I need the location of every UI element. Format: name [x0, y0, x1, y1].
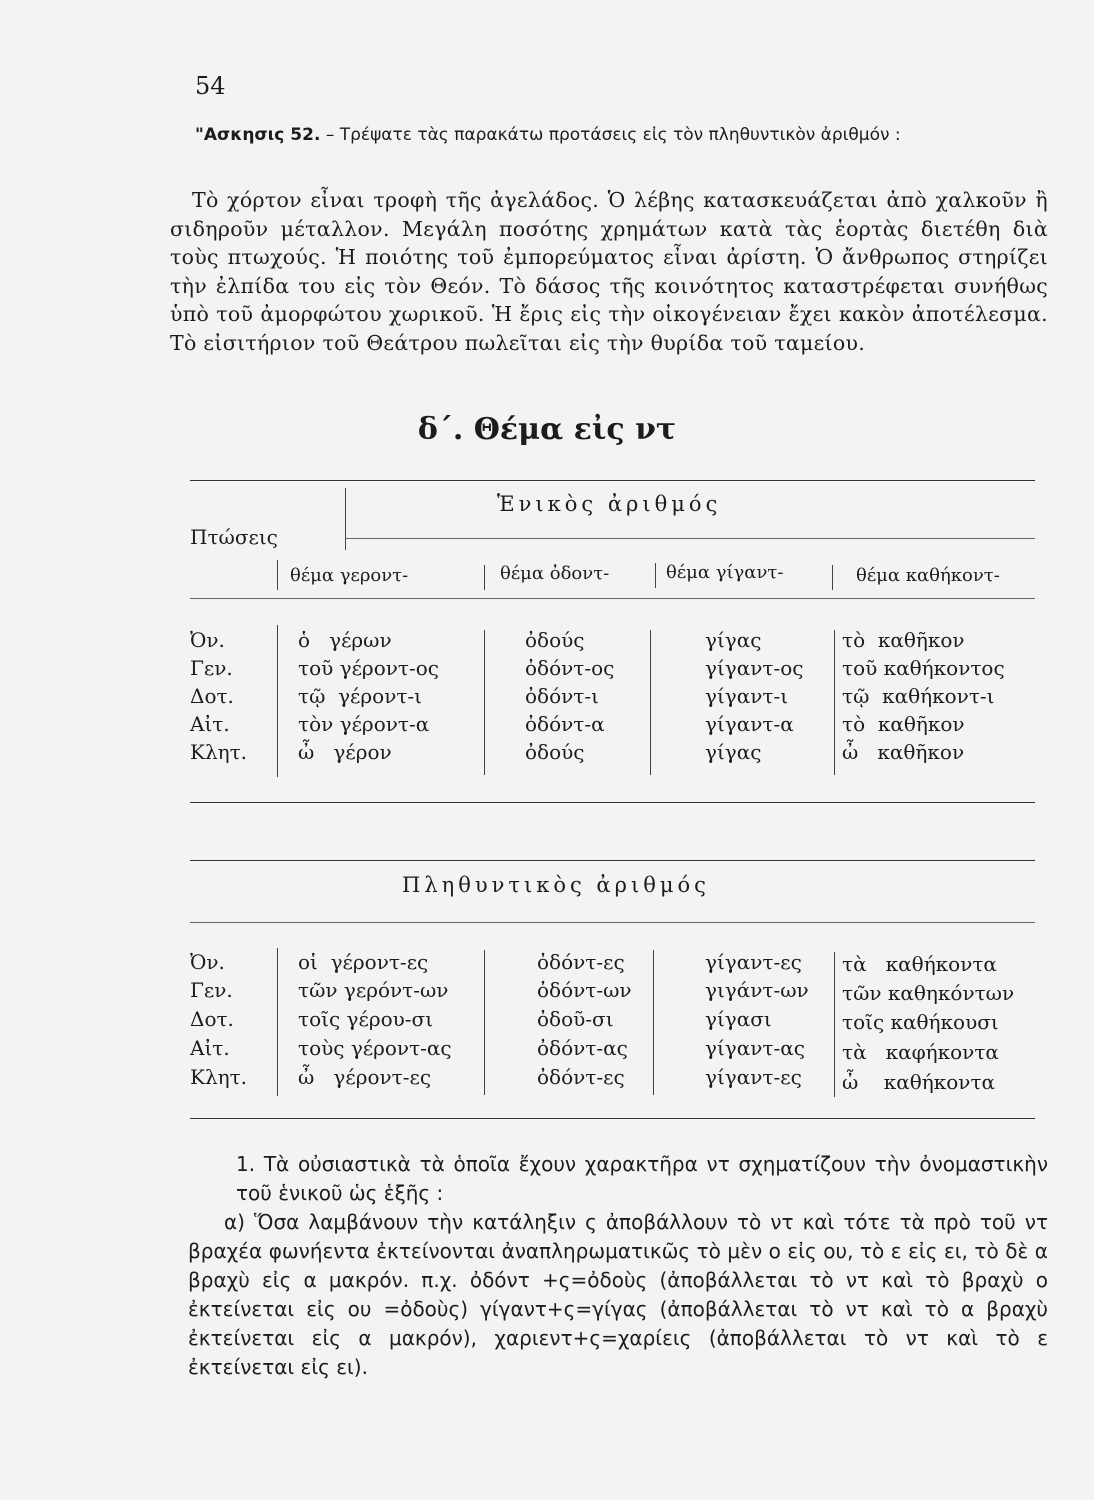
- form-cell: ὀδόντ-α: [525, 712, 605, 736]
- col-divider-1: [484, 630, 485, 775]
- stem-divider-0: [277, 560, 278, 590]
- case-label: Γεν.: [190, 978, 233, 1002]
- form-cell: ὦ γέροντ-ες: [298, 1065, 432, 1089]
- plural-header-rule: [190, 922, 1035, 923]
- form-cell: τὸν γέροντ-α: [298, 712, 430, 736]
- col-divider-3: [834, 952, 835, 1097]
- form-cell: τὰ καθήκοντα: [842, 952, 997, 976]
- form-cell: γίγαντ-ες: [705, 1065, 802, 1089]
- col-divider-2: [650, 630, 651, 775]
- form-cell: γίγαντ-ας: [705, 1036, 805, 1060]
- case-label: Δοτ.: [190, 684, 234, 708]
- form-cell: ὁ γέρων: [298, 628, 392, 652]
- form-cell: ὦ καθῆκον: [842, 740, 965, 764]
- form-cell: γίγαντ-ος: [705, 656, 804, 680]
- form-cell: γίγαντ-ες: [705, 950, 802, 974]
- stem-header-1: θέμα γεροντ-: [290, 565, 409, 586]
- stem-rule: [190, 598, 1035, 599]
- grammar-notes: [188, 1150, 1048, 1382]
- singular-bottom-rule: [190, 802, 1035, 803]
- plural-header: Πληθυντικὸς ἀριθμός: [402, 873, 710, 897]
- stem-header-2: θέμα ὀδοντ-: [500, 563, 610, 584]
- form-cell: ὀδόντ-ες: [537, 950, 625, 974]
- table-bottom-rule: [190, 1118, 1035, 1119]
- col-divider-0: [277, 948, 278, 1096]
- form-cell: τῶν γερόντ-ων: [298, 978, 449, 1002]
- form-cell: τοῖς γέρου-σι: [298, 1007, 434, 1031]
- case-label: Δοτ.: [190, 1007, 234, 1031]
- section-title: δ΄. Θέμα εἰς ντ: [417, 412, 677, 447]
- exercise-text: – Τρέψατε τὰς παρακάτω προτάσεις εἰς τὸν πληθυντικὸν ἀριθμόν :: [325, 125, 901, 145]
- plural-top-rule: [190, 860, 1035, 861]
- case-label: Κλητ.: [190, 740, 248, 764]
- form-cell: γίγας: [705, 740, 762, 764]
- col-divider-3: [834, 630, 835, 775]
- form-cell: γίγασι: [705, 1007, 772, 1031]
- case-label: Κλητ.: [190, 1065, 248, 1089]
- case-label: Ὀν.: [190, 950, 225, 974]
- form-cell: ὀδόντ-ι: [525, 684, 599, 708]
- case-label: Αἰτ.: [190, 712, 230, 736]
- form-cell: γίγαντ-ι: [705, 684, 789, 708]
- form-cell: γιγάντ-ων: [705, 978, 809, 1002]
- form-cell: τὰ καφήκοντα: [842, 1040, 999, 1064]
- header-divider: [345, 488, 346, 550]
- exercise-instruction: [195, 122, 1043, 148]
- form-cell: γίγαντ-α: [705, 712, 794, 736]
- form-cell: τὸ καθῆκον: [842, 628, 965, 652]
- exercise-paragraph: Τὸ χόρτον εἶναι τροφὴ τῆς ἀγελάδος. Ὁ λέβης κατασκευάζεται ἀπὸ χαλκοῦν ἢ σιδηροῦν μέταλλον. Μεγάλη ποσότης χρημάτων κατὰ τὰς ἑορτὰς διετέθη διὰ τοὺς πτωχούς. Ἡ ποιότης τοῦ ἐμπορεύματος εἶναι ἀρίστη. Ὁ ἄνθρωπος στηρίζει τὴν ἐλπίδα του εἰς τὸν Θεόν. Τὸ δάσος τῆς κοινότητος καταστρέφεται συνήθως ὑπὸ τοῦ ἀμορφώτου χωρικοῦ. Ἡ ἔρις εἰς τὴν οἰκογένειαν ἔχει κακὸν ἀποτέλεσμα. Τὸ εἰσιτήριον τοῦ Θεάτρου πωλεῖται εἰς τὴν θυρίδα τοῦ ταμείου.: [170, 188, 1048, 355]
- page-number: 54: [195, 72, 226, 100]
- col-divider-0: [277, 625, 278, 777]
- note-paragraph-1: 1. Τὰ οὐσιαστικὰ τὰ ὁποῖα ἔχουν χαρακτῆρα ντ σχηματίζουν τὴν ὀνομαστικὴν τοῦ ἑνικοῦ ὡς ἑξῆς :: [236, 1152, 1048, 1205]
- form-cell: ὀδόντ-ος: [525, 656, 615, 680]
- case-label: Ὀν.: [190, 628, 225, 652]
- form-cell: τοῦ καθήκοντος: [842, 656, 1005, 680]
- form-cell: ὀδούς: [525, 740, 585, 764]
- stem-header-4: θέμα καθήκοντ-: [856, 565, 1000, 586]
- form-cell: οἱ γέροντ-ες: [298, 950, 429, 974]
- case-label: Γεν.: [190, 656, 233, 680]
- exercise-label: "Ασκησις 52.: [195, 125, 321, 145]
- form-cell: τοῦ γέροντ-ος: [298, 656, 439, 680]
- form-cell: τῶν καθηκόντων: [842, 981, 1015, 1005]
- form-cell: τὸ καθῆκον: [842, 712, 965, 736]
- col-divider-1: [484, 950, 485, 1095]
- form-cell: ὀδόντ-ων: [537, 978, 632, 1002]
- cases-header: Πτώσεις: [190, 525, 278, 549]
- form-cell: ὦ καθήκοντα: [842, 1070, 996, 1094]
- form-cell: ὀδούς: [525, 628, 585, 652]
- form-cell: ὀδοῦ-σι: [537, 1007, 614, 1031]
- form-cell: ὦ γέρον: [298, 740, 392, 764]
- form-cell: τοῖς καθήκουσι: [842, 1010, 999, 1034]
- table-top-rule: [190, 480, 1035, 481]
- stem-divider-1: [484, 565, 485, 590]
- form-cell: ὀδόντ-ας: [537, 1036, 628, 1060]
- singular-header: Ἑνικὸς ἀριθμός: [497, 492, 722, 516]
- form-cell: τῷ καθήκοντ-ι: [842, 684, 995, 708]
- case-label: Αἰτ.: [190, 1036, 230, 1060]
- header-mid-rule: [345, 538, 1035, 539]
- form-cell: ὀδόντ-ες: [537, 1065, 625, 1089]
- form-cell: γίγας: [705, 628, 762, 652]
- form-cell: τῷ γέροντ-ι: [298, 684, 423, 708]
- col-divider-2: [653, 950, 654, 1095]
- stem-divider-3: [832, 565, 833, 590]
- note-paragraph-2: α) Ὅσα λαμβάνουν τὴν κατάληξιν ς ἀποβάλλουν τὸ ντ καὶ τότε τὰ πρὸ τοῦ ντ βραχέα φωνήεντα ἐκτείνονται ἀναπληρωματικῶς τὸ μὲν ο εἰς ου, τὸ ε εἰς ει, τὸ δὲ α βραχὺ εἰς α μακρόν. π.χ. ὀδόντ +ς=ὀδοὺς (ἀποβάλλεται τὸ ντ καὶ τὸ βραχὺ ο ἐκτείνεται εἰς ου =ὀδοὺς) γίγαντ+ς=γίγας (ἀποβάλλεται τὸ ντ καὶ τὸ α βραχὺ ἐκτείνεται εἰς α μακρόν), χαριεντ+ς=χαρίεις (ἀποβάλλεται τὸ ντ καὶ τὸ ε ἐκτείνεται εἰς ει).: [188, 1210, 1048, 1379]
- form-cell: τοὺς γέροντ-ας: [298, 1036, 452, 1060]
- stem-divider-2: [655, 563, 656, 588]
- stem-header-3: θέμα γίγαντ-: [666, 562, 784, 583]
